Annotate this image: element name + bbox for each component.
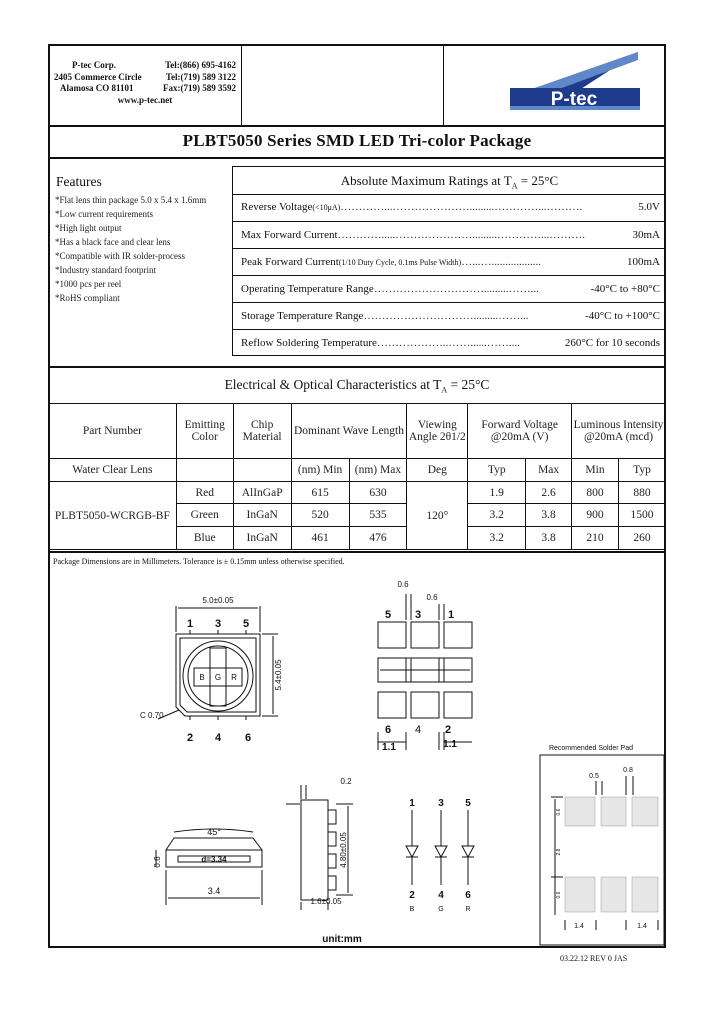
dim-480: 4.80±0.05 (339, 832, 348, 868)
col-emitting-color: Emitting Color (176, 404, 233, 459)
die-g: G (214, 673, 222, 682)
pad-side2: 0.6 (556, 891, 562, 899)
sub-wmin: (nm) Min (291, 459, 349, 482)
schem-bottom-2: 2 (409, 890, 415, 901)
cell-imin: 900 (572, 504, 619, 527)
sub-vmax: Max (526, 459, 572, 482)
pad-mid: 2.8 (556, 848, 562, 856)
cell-material: InGaN (233, 527, 291, 550)
cell-vmax: 3.8 (526, 527, 572, 550)
side-06: 0.6 (153, 856, 162, 868)
die-b: B (199, 673, 205, 682)
cell-wmax: 476 (349, 527, 407, 550)
amr-label: Operating Temperature Range (241, 283, 374, 295)
features-list (55, 193, 225, 305)
title-rule (48, 157, 666, 159)
dim-06a: 0.6 (397, 580, 409, 589)
header-rule (48, 125, 666, 127)
schem-top-3: 3 (438, 798, 444, 809)
sub-vtyp: Typ (468, 459, 526, 482)
sub-empty (176, 459, 233, 482)
schem-color-r: R (465, 906, 471, 913)
amr-row (233, 302, 666, 329)
company-tel2: Tel:(719) 589 3122 (165, 71, 236, 82)
schem-top-1: 1 (409, 798, 415, 809)
page-title: PLBT5050 Series SMD LED Tri-color Package (182, 131, 532, 150)
cell-material: AlInGaP (233, 482, 291, 504)
amr-label: Reverse Voltage (241, 201, 313, 213)
sub-deg: Deg (407, 459, 468, 482)
col-part-number: Part Number (49, 404, 177, 459)
cell-ityp: 260 (618, 527, 665, 550)
cell-wmax: 630 (349, 482, 407, 504)
company-block (54, 60, 236, 106)
cell-color: Red (176, 482, 233, 504)
dim-160: 1.6±0.05 (310, 897, 342, 906)
amr-label: Max Forward Current (241, 229, 338, 241)
back-pin-3: 3 (414, 609, 422, 621)
sub-wmax: (nm) Max (349, 459, 407, 482)
amr-dots: ………………..……......…….... (376, 337, 520, 349)
schem-bottom-6: 6 (465, 890, 471, 901)
circuit-schematic (406, 810, 474, 885)
pad-side1: 0.6 (556, 808, 562, 816)
cell-vtyp: 1.9 (468, 482, 526, 504)
drawing-rule (48, 551, 666, 553)
amr-dots: ………………………….........……... (363, 310, 529, 322)
features-heading: Features (56, 174, 102, 189)
amr-value: 5.0V (638, 201, 660, 213)
back-pin-2: 2 (444, 724, 452, 736)
cell-wmin: 615 (291, 482, 349, 504)
amr-dots: …...….................. (461, 256, 541, 268)
unit-label: unit:mm (322, 934, 362, 945)
package-dimensions-note: Package Dimensions are in Millimeters. Tolerance is ± 0.15mm unless otherwise specified. (53, 557, 345, 566)
col-chip-material: Chip Material (233, 404, 291, 459)
amr-heading-sub: A (511, 181, 518, 191)
pad-08: 0.8 (623, 767, 633, 774)
eo-table (48, 403, 666, 550)
bottom-pin-4: 4 (214, 732, 222, 744)
company-tel1: Tel:(866) 695-4162 (165, 60, 236, 70)
cell-wmax: 535 (349, 504, 407, 527)
dim-34: 3.4 (207, 886, 221, 896)
bottom-view (378, 594, 472, 750)
amr-row (233, 275, 666, 302)
back-pin-4: 4 (414, 724, 422, 736)
amr-label: Storage Temperature Range (241, 310, 364, 322)
company-address1: 2405 Commerce Circle (54, 71, 142, 82)
sub-imin: Min (572, 459, 619, 482)
eo-header-row (49, 404, 666, 459)
schem-color-g: G (438, 906, 444, 913)
amr-dots: ………………………….........……... (373, 283, 539, 295)
amr-value: 100mA (627, 256, 660, 268)
amr-heading (233, 167, 666, 195)
cell-ityp: 1500 (618, 504, 665, 527)
eo-heading-temp: = 25°C (447, 377, 490, 392)
col-viewing-angle: Viewing Angle 2θ1/2 (407, 404, 468, 459)
amr-dots: ………….....………………….........…………...………. (337, 229, 586, 241)
amr-heading-temp: = 25°C (517, 173, 559, 188)
pad-14a: 1.4 (574, 923, 584, 930)
amr-note: (1/10 Duty Cycle, 0.1ms Pulse Width) (338, 258, 462, 267)
sub-ityp: Typ (618, 459, 665, 482)
revision-footer: 03.22.12 REV 0 JAS (560, 954, 628, 963)
col-luminous-intensity: Luminous Intensity @20mA (mcd) (572, 404, 666, 459)
company-name: P-tec Corp. (72, 60, 116, 70)
dim-02: 0.2 (340, 777, 352, 786)
company-website[interactable]: www.p-tec.net (117, 94, 173, 105)
absolute-max-ratings (232, 166, 666, 356)
package-drawing (48, 570, 666, 948)
amr-value: 260°C for 10 seconds (564, 337, 660, 349)
dim-11a: 1.1 (382, 742, 396, 753)
col-forward-voltage: Forward Voltage @20mA (V) (468, 404, 572, 459)
chamfer-label: C 0.70 (140, 711, 164, 720)
eo-heading-text: Electrical & Optical Characteristics at T (224, 377, 442, 392)
cell-imin: 800 (572, 482, 619, 504)
schem-bottom-4: 4 (438, 890, 444, 901)
cell-vmax: 2.6 (526, 482, 572, 504)
company-fax: Fax:(719) 589 3592 (163, 83, 236, 93)
cell-color: Blue (176, 527, 233, 550)
logo-text: P-tec (550, 89, 598, 110)
pad-14b: 1.4 (637, 923, 647, 930)
back-pin-6: 6 (384, 724, 392, 736)
cell-part-number: PLBT5050-WCRGB-BF (49, 482, 177, 550)
amr-note: (<10μA) (312, 203, 341, 212)
back-pin-1: 1 (447, 609, 455, 621)
schem-top-5: 5 (465, 798, 471, 809)
amr-row (233, 248, 666, 275)
cell-wmin: 461 (291, 527, 349, 550)
cell-color: Green (176, 504, 233, 527)
cell-wmin: 520 (291, 504, 349, 527)
amr-row (233, 221, 666, 248)
feature-item: *RoHS compliant (55, 293, 120, 303)
amr-label: Peak Forward Current (241, 256, 339, 268)
amr-heading-text: Absolute Maximum Ratings at T (340, 173, 512, 188)
cell-ityp: 880 (618, 482, 665, 504)
feature-item: *Has a black face and clear lens (55, 237, 171, 247)
back-pin-5: 5 (384, 609, 392, 621)
eo-heading (48, 367, 666, 403)
d-dim: d=3.34 (201, 855, 227, 864)
dim-height: 5.4±0.05 (274, 659, 283, 691)
cell-angle: 120° (407, 482, 468, 550)
col-dominant-wavelength: Dominant Wave Length (291, 404, 407, 459)
cell-imin: 210 (572, 527, 619, 550)
cell-material: InGaN (233, 504, 291, 527)
cell-vmax: 3.8 (526, 504, 572, 527)
top-pin-1: 1 (186, 618, 194, 630)
amr-label: Reflow Soldering Temperature (241, 337, 377, 349)
schem-color-b: B (409, 906, 415, 913)
amr-dots: …………...………………….........…………...………. (340, 201, 583, 213)
bottom-pin-2: 2 (186, 732, 194, 744)
company-logo (510, 50, 640, 120)
amr-row (233, 194, 666, 221)
top-pin-3: 3 (214, 618, 222, 630)
pad-title: Recommended Solder Pad (548, 745, 634, 752)
cell-vtyp: 3.2 (468, 527, 526, 550)
amr-value: -40°C to +80°C (590, 283, 660, 295)
amr-row (233, 329, 666, 356)
header-divider-left (241, 45, 242, 125)
amr-value: -40°C to +100°C (585, 310, 660, 322)
company-address2: Alamosa CO 81101 (60, 83, 134, 93)
dim-11b: 1.1 (443, 739, 457, 750)
bottom-pin-6: 6 (244, 732, 252, 744)
eo-subheader-row (49, 459, 666, 482)
feature-item: *High light output (55, 223, 122, 233)
pad-05: 0.5 (589, 773, 599, 780)
feature-item: *Industry standard footprint (55, 265, 156, 275)
amr-value: 30mA (632, 229, 660, 241)
sub-empty (233, 459, 291, 482)
feature-item: *Low current requirements (55, 209, 153, 219)
dim-06b: 0.6 (426, 593, 438, 602)
feature-item: *1000 pcs per reel (55, 279, 122, 289)
feature-item: *Flat lens thin package 5.0 x 5.4 x 1.6mm (55, 195, 207, 205)
sub-lens: Water Clear Lens (49, 459, 177, 482)
die-r: R (231, 673, 237, 682)
header-divider-right (443, 45, 444, 125)
solder-pads (565, 797, 658, 912)
eo-heading-sub: A (441, 385, 448, 395)
eo-data-row (49, 482, 666, 504)
dim-width: 5.0±0.05 (202, 596, 234, 605)
feature-item: *Compatible with IR solder-process (55, 251, 186, 261)
cell-vtyp: 3.2 (468, 504, 526, 527)
top-pin-5: 5 (242, 618, 250, 630)
angle-label: 45° (207, 827, 221, 837)
